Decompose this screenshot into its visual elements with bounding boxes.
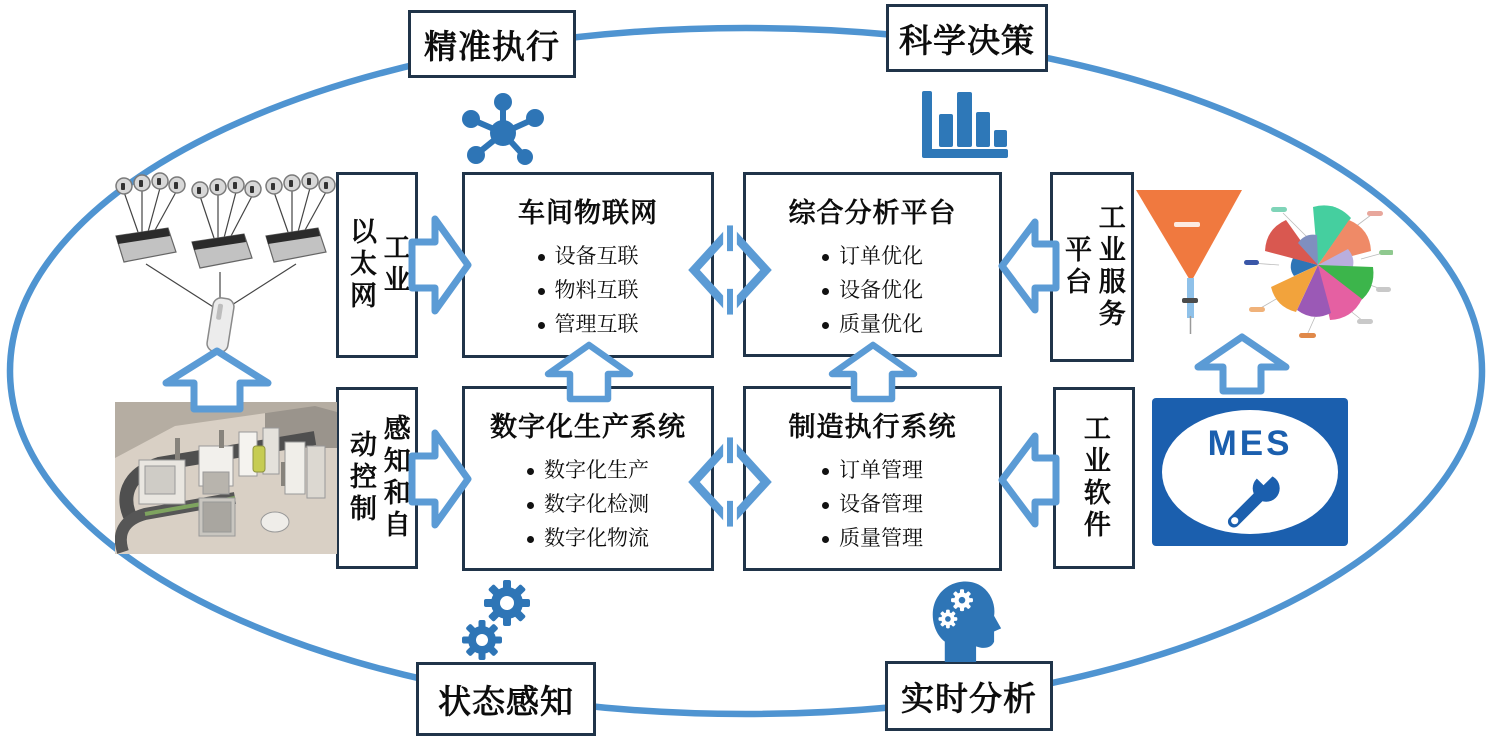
- label-text: 状态感知: [438, 682, 574, 720]
- box-title: 车间物联网: [518, 198, 658, 228]
- arrow-left-software-to-mes: [998, 430, 1060, 530]
- camera-network-illustration: [102, 160, 336, 355]
- bullet-item: 订单优化: [822, 240, 923, 274]
- bullet-list: [822, 454, 923, 556]
- sidebox-industrial-service-platform: [1050, 172, 1134, 362]
- mes-badge: [1152, 398, 1348, 546]
- bullet-dot: [822, 502, 829, 509]
- rose-chart: [1243, 193, 1393, 343]
- label-state-perception: [416, 662, 596, 736]
- label-text: 科学决策: [899, 21, 1035, 59]
- bullet-item: 数字化检测: [527, 488, 649, 522]
- vertical-label: 工业服务 平台: [1061, 203, 1125, 331]
- arrow-right-ethernet-to-iot: [408, 213, 472, 317]
- box-digital-production: [462, 386, 714, 571]
- vertical-label: 感知和自 动控制: [346, 414, 410, 542]
- network-hub-icon: [455, 90, 547, 170]
- double-arrow-iot-analysis: [687, 222, 773, 318]
- box-workshop-iot: [462, 172, 714, 358]
- bullet-dot: [822, 468, 829, 475]
- bullet-dot: [538, 322, 545, 329]
- bullet-item: 质量优化: [822, 308, 923, 342]
- bullet-dot: [538, 254, 545, 261]
- label-scientific-decision: [886, 4, 1048, 72]
- sidebox-industrial-ethernet: [336, 172, 418, 358]
- arrow-up-production-to-iot: [544, 341, 634, 403]
- bullet-item: 管理互联: [538, 308, 639, 342]
- arrow-right-sensing-to-production: [408, 427, 472, 531]
- funnel-chart: [1130, 186, 1248, 336]
- arrow-up-mes-to-analysis: [828, 341, 918, 403]
- gears-icon: [455, 578, 555, 670]
- factory-illustration: [115, 402, 337, 554]
- bullet-item: 设备管理: [822, 488, 923, 522]
- bullet-list: [538, 240, 639, 342]
- box-title: 数字化生产系统: [490, 412, 686, 442]
- label-realtime-analysis: [885, 661, 1053, 731]
- double-arrow-production-mes: [687, 434, 773, 530]
- arrow-up-factory-to-network: [160, 347, 274, 413]
- bullet-item: 设备优化: [822, 274, 923, 308]
- bullet-item: 数字化物流: [527, 522, 649, 556]
- sidebox-sensing-auto-control: [336, 387, 418, 569]
- box-mes-system: [743, 386, 1002, 571]
- sidebox-industrial-software: [1053, 387, 1135, 569]
- bullet-dot: [822, 288, 829, 295]
- bullet-dot: [527, 536, 534, 543]
- bullet-item: 订单管理: [822, 454, 923, 488]
- bullet-dot: [822, 322, 829, 329]
- bullet-dot: [822, 536, 829, 543]
- label-text: 精准执行: [424, 27, 560, 65]
- box-title: 综合分析平台: [788, 198, 957, 228]
- box-title: 制造执行系统: [788, 412, 957, 442]
- label-precise-execution: [408, 10, 576, 78]
- bullet-item: 质量管理: [822, 522, 923, 556]
- arrow-up-mes-to-charts: [1192, 333, 1292, 395]
- vertical-label: 工业 以太网: [346, 217, 410, 313]
- wrench-icon: [1214, 464, 1286, 536]
- vertical-label: 工业软件: [1079, 414, 1110, 542]
- mes-label: MES: [1207, 424, 1293, 463]
- bullet-item: 数字化生产: [527, 454, 649, 488]
- arrow-left-service-to-analysis: [998, 216, 1060, 316]
- bullet-list: [822, 240, 923, 342]
- bullet-dot: [822, 254, 829, 261]
- bullet-dot: [538, 288, 545, 295]
- bullet-list: [527, 454, 649, 556]
- bullet-item: 设备互联: [538, 240, 639, 274]
- bullet-dot: [527, 468, 534, 475]
- head-gears-icon: [922, 572, 1002, 662]
- bullet-dot: [527, 502, 534, 509]
- bar-chart-icon: [918, 86, 1010, 162]
- label-text: 实时分析: [901, 679, 1037, 717]
- box-analysis-platform: [743, 172, 1002, 357]
- bullet-item: 物料互联: [538, 274, 639, 308]
